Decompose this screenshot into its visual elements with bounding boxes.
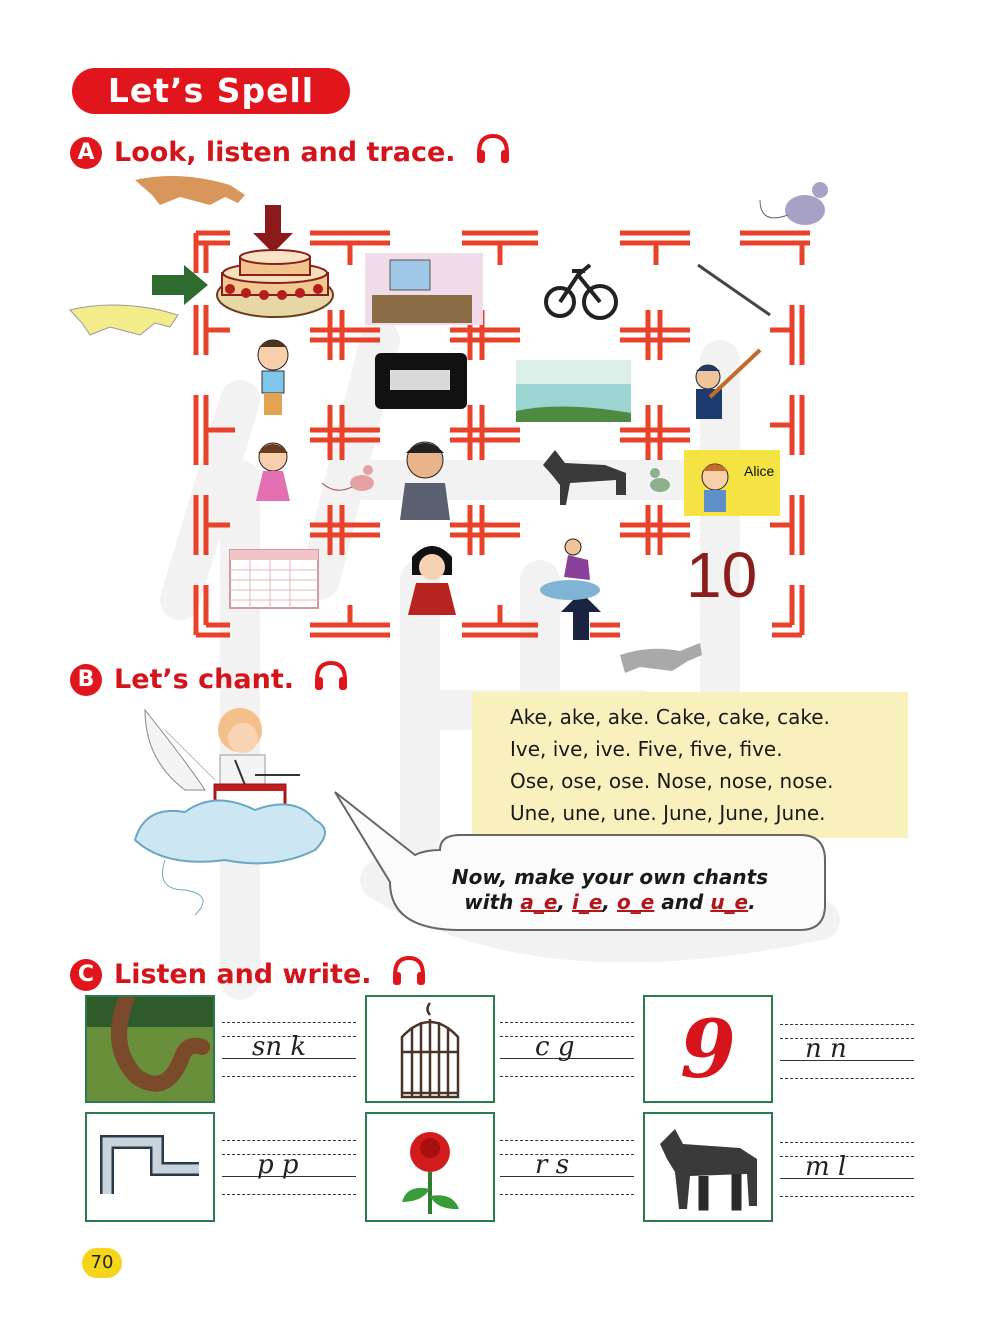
cage-picture-box [365,995,495,1103]
cat-top-picture [135,176,245,205]
bubble-line-1: Now, make your own chants [451,865,769,889]
alice-label: Alice [744,463,775,479]
section-b-heading [70,660,349,699]
section-c-instruction: Listen and write. [114,959,372,990]
partial-word: c g [535,1032,575,1062]
bubble-text [420,865,800,915]
horse-picture [543,450,626,505]
snake-picture [87,997,213,1101]
partial-word: sn k [252,1032,307,1062]
chant-line: Une, une, une. June, June, June. [510,801,826,825]
bubble-line-2 [420,890,800,915]
fisherman-picture [696,350,760,419]
pattern-a-e: a_e [520,890,558,914]
speech-bubble [330,780,840,940]
section-a-instruction: Look, listen and trace. [114,137,456,168]
bubble-comma: , [557,890,566,914]
section-c-badge: C [70,959,102,991]
pattern-u-e: u_e [710,890,749,914]
snake-picture-box [85,995,215,1103]
kite-line-picture [698,265,770,315]
section-b-instruction: Let’s chant. [114,664,294,695]
mouse-picture [322,465,374,491]
headphone-icon[interactable] [391,955,427,994]
bubble-period: . [748,890,756,914]
pattern-i-e: i_e [572,890,603,914]
washing-woman-picture [540,539,600,600]
cake-picture [217,250,333,317]
write-lines[interactable] [222,1020,356,1078]
partial-word: p p [257,1150,299,1180]
pattern-o-e: o_e [617,890,655,914]
partial-word: m l [805,1152,847,1182]
rose-picture [367,1114,493,1220]
nine-picture-box [643,995,773,1103]
partial-word: n n [805,1034,847,1064]
section-c-heading [70,955,427,994]
write-lines[interactable] [500,1138,634,1196]
section-b-badge: B [70,664,102,696]
mule-picture [645,1114,771,1220]
cat-left-picture [70,305,178,335]
partial-word: r s [535,1150,570,1180]
chant-line: Ose, ose, ose. Nose, nose, nose. [510,769,834,793]
bubble-with: with [464,890,514,914]
mouse-top-right-picture [760,182,828,225]
chant-line: Ake, ake, ake. Cake, cake, cake. [510,705,830,729]
nine-picture: 9 [680,1002,736,1096]
pipe-picture-box [85,1112,215,1222]
write-lines[interactable] [500,1020,634,1078]
write-lines[interactable] [780,1140,914,1198]
man-picture [400,442,450,520]
cat-bottom-right-picture [620,643,702,673]
mule-picture-box [643,1112,773,1222]
girl-picture [256,443,290,501]
headphone-icon[interactable] [313,660,349,699]
chant-line: Ive, ive, ive. Five, five, five. [510,737,783,761]
bike-picture [546,265,616,318]
start-arrow-icon [152,265,208,305]
page-title: Let’s Spell [72,68,350,114]
number-ten: 10 [686,539,758,611]
write-lines[interactable] [222,1138,356,1196]
page-number: 70 [82,1248,122,1278]
boy-picture [258,340,288,415]
write-lines[interactable] [780,1022,914,1080]
kimono-girl-picture [408,546,456,615]
rose-picture-box [365,1112,495,1222]
bubble-and: and [661,890,704,914]
alice-card [684,450,780,516]
section-a-badge: A [70,137,102,169]
cage-picture [367,997,493,1101]
bubble-comma: , [602,890,611,914]
pipe-picture [87,1114,213,1220]
small-mouse-picture [650,468,670,492]
down-arrow-icon [253,205,293,253]
